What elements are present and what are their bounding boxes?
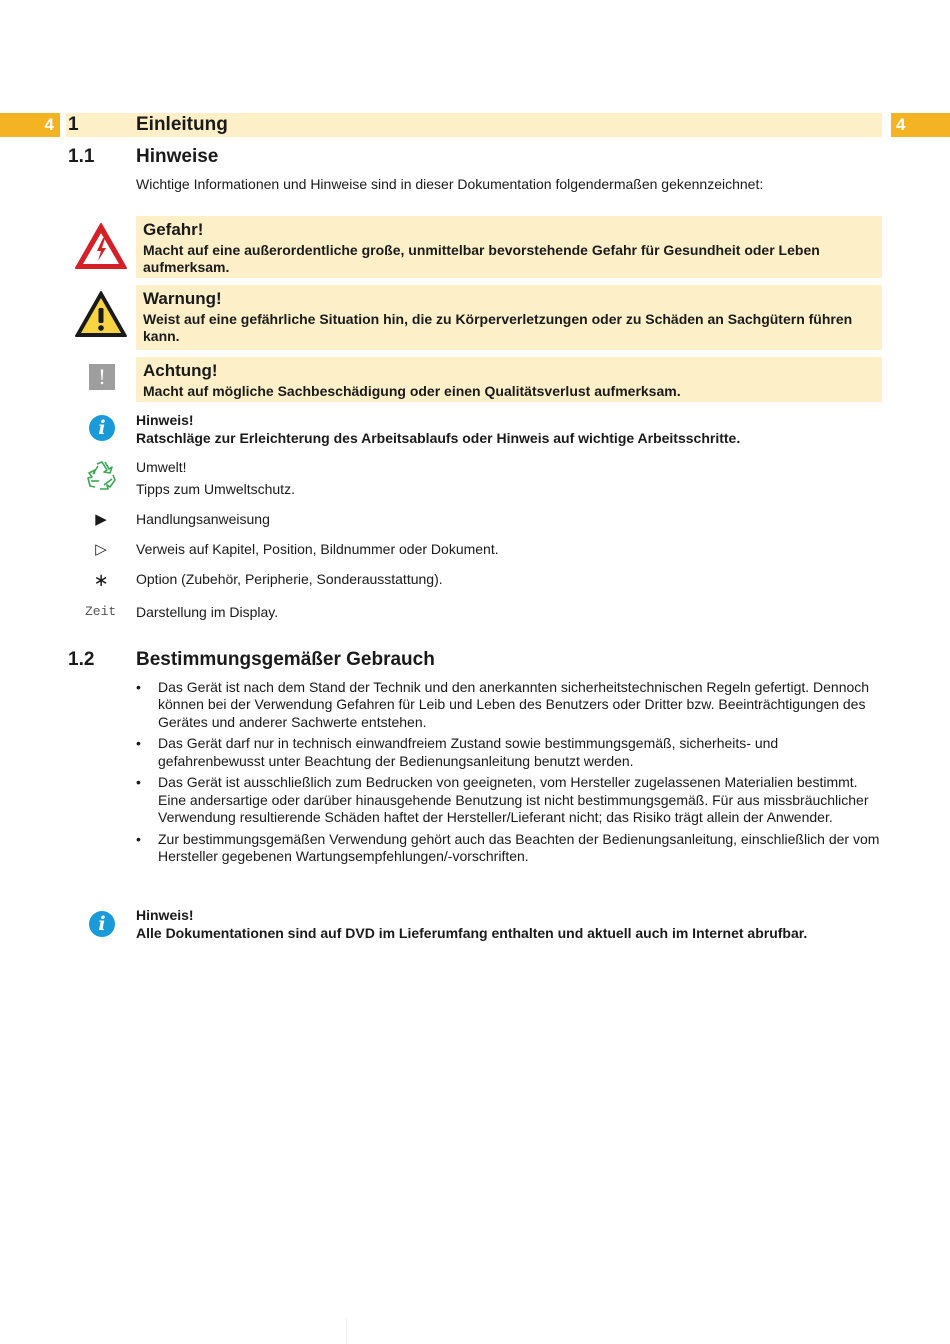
chapter-title: Einleitung [136, 114, 228, 135]
option-asterisk-icon: ∗ [93, 570, 109, 590]
warning-title: Warnung! [143, 289, 222, 308]
caution-text: Macht auf mögliche Sachbeschädigung oder einen Qualitätsverlust aufmerksam. [143, 383, 681, 399]
exclamation-square-icon: ! [89, 364, 115, 390]
reference-text: Verweis auf Kapitel, Position, Bildnummer oder Dokument. [136, 541, 499, 557]
divider [346, 1318, 347, 1344]
list-item: • Das Gerät ist ausschließlich zum Bedrucken von geeigneten, vom Hersteller zugelassenen Materialien bestimmt. Eine andersartige oder darüber hinausgehende Benutzung ist nicht bestimmungsgemäß. Für aus missbräuchlicher Verwendung resultierende Schäden haftet der Hersteller/Lieferant nicht; das Risiko trägt allein der Anwender. [136, 774, 882, 826]
caution-title: Achtung! [143, 361, 218, 380]
instruction-triangle-icon: ▶ [95, 511, 107, 528]
danger-title: Gefahr! [143, 220, 204, 239]
info-icon: i [89, 415, 115, 441]
note-title: Hinweis! [136, 412, 194, 428]
reference-triangle-icon: ▷ [95, 541, 107, 558]
environment-title: Umwelt! [136, 459, 187, 475]
section-title: Hinweise [136, 146, 219, 167]
usage-bullet-list [136, 679, 882, 870]
note-text: Ratschläge zur Erleichterung des Arbeitsablaufs oder Hinweis auf wichtige Arbeitsschritte. [136, 430, 741, 446]
section-title: Bestimmungsgemäßer Gebrauch [136, 649, 435, 670]
section-number: 1.1 [68, 146, 95, 167]
list-item: • Das Gerät ist nach dem Stand der Technik und den anerkannten sicherheitstechnischen Regeln gefertigt. Dennoch können bei der Verwendung Gefahren für Leib und Leben des Benutzers oder Dritter bzw. Beeinträchtigungen des Gerätes und anderer Sachwerte entstehen. [136, 679, 882, 731]
page-number-left: 4 [0, 113, 60, 137]
warning-triangle-icon [74, 290, 128, 338]
note-title: Hinweis! [136, 907, 194, 923]
page-number-right: 4 [891, 113, 950, 137]
warning-text: Weist auf eine gefährliche Situation hin, die zu Körperverletzungen oder zu Schäden an Sachgütern führen kann. [143, 311, 853, 344]
warning-notice [136, 285, 882, 350]
section-number: 1.2 [68, 649, 95, 670]
environment-text: Tipps zum Umweltschutz. [136, 481, 295, 497]
option-text: Option (Zubehör, Peripherie, Sonderausstattung). [136, 571, 443, 587]
display-sample: Zeit [85, 604, 117, 619]
high-voltage-warning-icon [74, 222, 128, 270]
instruction-text: Handlungsanweisung [136, 511, 270, 527]
caution-notice [136, 357, 882, 402]
recycle-icon [86, 459, 118, 491]
note-text: Alle Dokumentationen sind auf DVD im Lieferumfang enthalten und aktuell auch im Internet abrufbar. [136, 925, 808, 941]
display-text: Darstellung im Display. [136, 604, 279, 620]
list-item: • Das Gerät darf nur in technisch einwandfreiem Zustand sowie bestimmungsgemäß, sicherheits- und gefahrenbewusst unter Beachtung der Bedienungsanleitung benutzt werden. [136, 735, 882, 770]
list-item: • Zur bestimmungsgemäßen Verwendung gehört auch das Beachten der Bedienungsanleitung, einschließlich der vom Hersteller gegebenen Wartungsempfehlungen/-vorschriften. [136, 831, 882, 866]
danger-notice [136, 216, 882, 278]
info-icon: i [89, 911, 115, 937]
chapter-number: 1 [68, 114, 79, 135]
intro-text: Wichtige Informationen und Hinweise sind in dieser Dokumentation folgendermaßen gekennzeichnet: [136, 176, 764, 192]
danger-text: Macht auf eine außerordentliche große, unmittelbar bevorstehende Gefahr für Gesundheit oder Leben aufmerksam. [143, 242, 820, 275]
